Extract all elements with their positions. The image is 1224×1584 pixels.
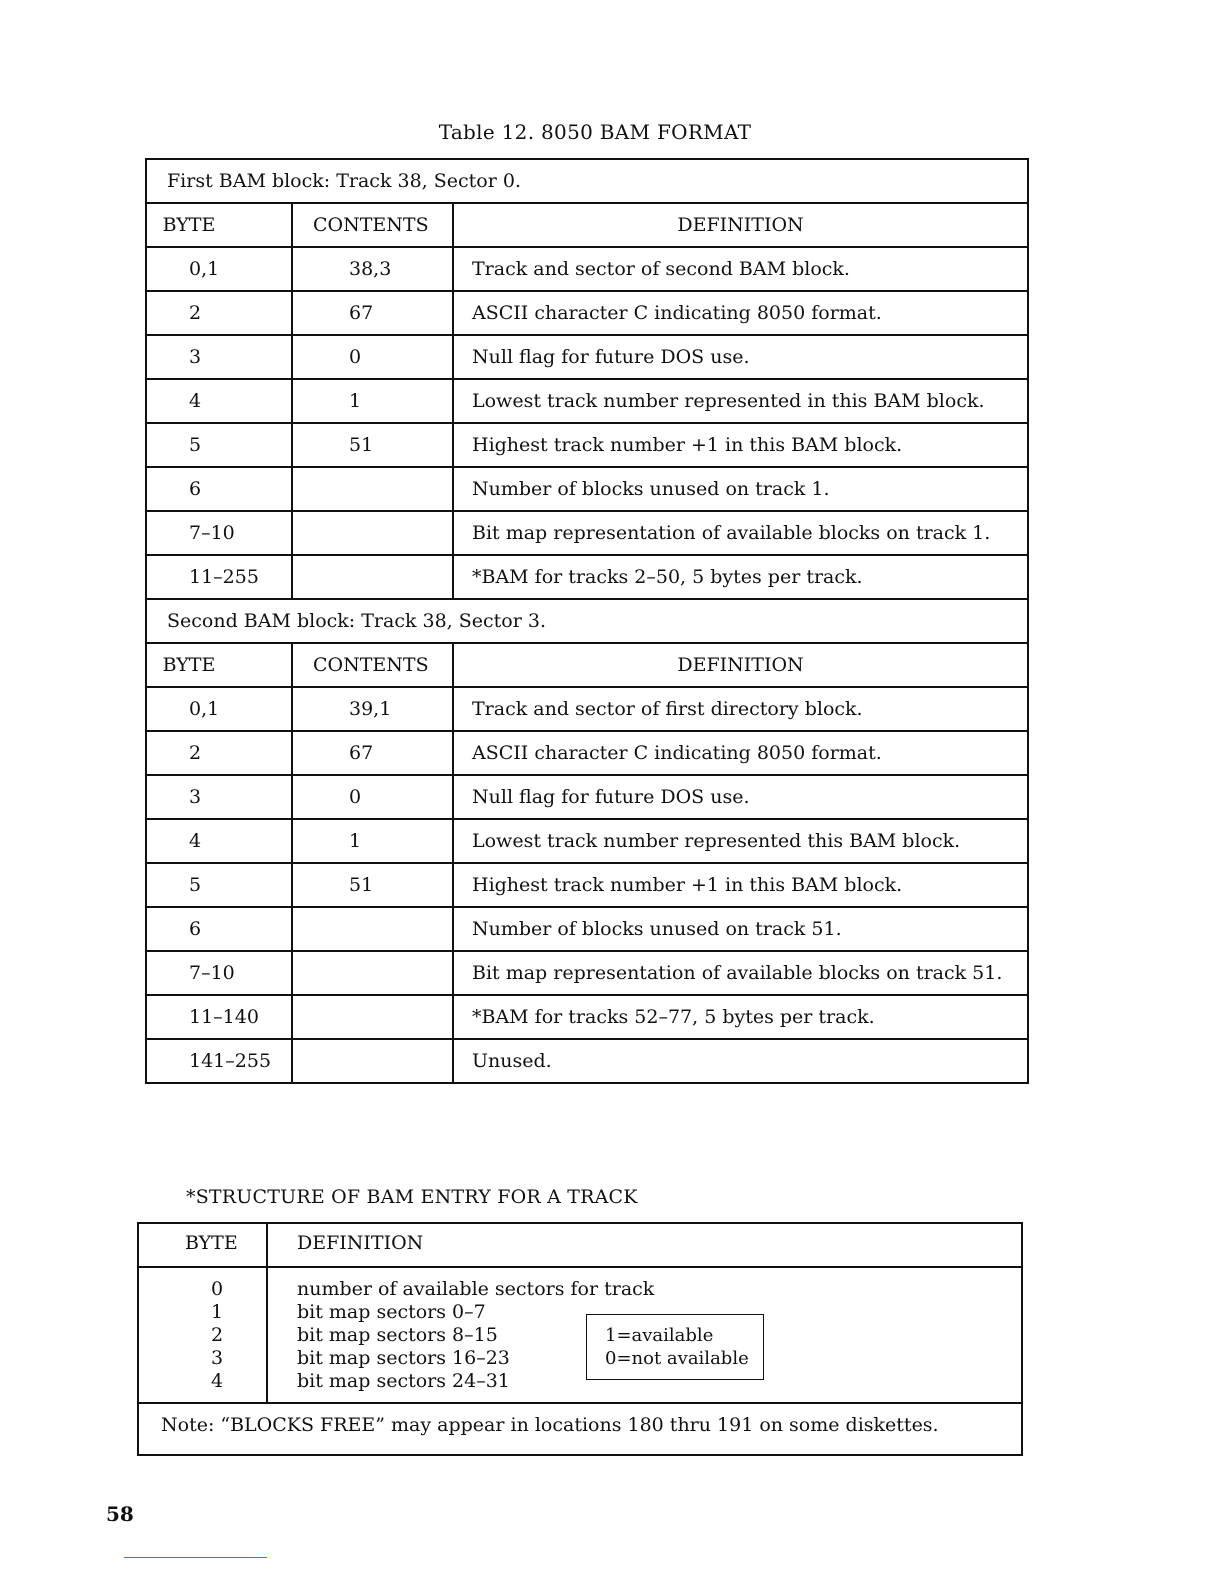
note-divider bbox=[139, 1402, 1021, 1404]
definition-cell: ASCII character C indicating 8050 format. bbox=[453, 731, 1028, 775]
contents-cell: 51 bbox=[292, 423, 453, 467]
header-definition: DEFINITION bbox=[453, 203, 1028, 247]
contents-cell bbox=[292, 511, 453, 555]
definition-cell: Highest track number +1 in this BAM block. bbox=[453, 423, 1028, 467]
definition-cell: Highest track number +1 in this BAM block. bbox=[453, 863, 1028, 907]
legend-available: 1=available bbox=[605, 1325, 714, 1346]
contents-cell bbox=[292, 555, 453, 599]
structure-row bbox=[139, 1301, 1021, 1324]
byte-cell: 0,1 bbox=[146, 687, 292, 731]
byte-cell: 7–10 bbox=[146, 951, 292, 995]
byte-cell: 0,1 bbox=[146, 247, 292, 291]
byte-cell: 4 bbox=[146, 819, 292, 863]
definition-cell: Null flag for future DOS use. bbox=[453, 335, 1028, 379]
header-definition: DEFINITION bbox=[453, 643, 1028, 687]
blocks-free-note: Note: “BLOCKS FREE” may appear in locations 180 thru 191 on some diskettes. bbox=[161, 1414, 939, 1436]
structure-byte: 1 bbox=[211, 1301, 224, 1323]
definition-cell: Lowest track number represented this BAM block. bbox=[453, 819, 1028, 863]
byte-cell: 141–255 bbox=[146, 1039, 292, 1083]
table-row bbox=[146, 335, 1028, 379]
contents-cell: 39,1 bbox=[292, 687, 453, 731]
bit-legend bbox=[586, 1314, 764, 1380]
table-row bbox=[146, 775, 1028, 819]
table-row bbox=[146, 1039, 1028, 1083]
definition-cell: Bit map representation of available blocks on track 1. bbox=[453, 511, 1028, 555]
section-label: First BAM block: Track 38, Sector 0. bbox=[146, 159, 1028, 203]
definition-cell: *BAM for tracks 52–77, 5 bytes per track. bbox=[453, 995, 1028, 1039]
byte-cell: 4 bbox=[146, 379, 292, 423]
byte-cell: 2 bbox=[146, 291, 292, 335]
byte-cell: 5 bbox=[146, 423, 292, 467]
contents-cell: 51 bbox=[292, 863, 453, 907]
definition-cell: Bit map representation of available blocks on track 51. bbox=[453, 951, 1028, 995]
definition-cell: Track and sector of second BAM block. bbox=[453, 247, 1028, 291]
table-row bbox=[146, 951, 1028, 995]
definition-cell: *BAM for tracks 2–50, 5 bytes per track. bbox=[453, 555, 1028, 599]
header-divider bbox=[139, 1266, 1021, 1268]
table-row bbox=[146, 555, 1028, 599]
structure-definition: bit map sectors 0–7 bbox=[297, 1301, 486, 1323]
byte-cell: 3 bbox=[146, 335, 292, 379]
byte-cell: 2 bbox=[146, 731, 292, 775]
structure-title: *STRUCTURE OF BAM ENTRY FOR A TRACK bbox=[186, 1186, 638, 1208]
table-row bbox=[146, 995, 1028, 1039]
section-label: Second BAM block: Track 38, Sector 3. bbox=[146, 599, 1028, 643]
structure-byte: 0 bbox=[211, 1278, 224, 1300]
contents-cell bbox=[292, 467, 453, 511]
structure-row bbox=[139, 1278, 1021, 1301]
contents-cell: 0 bbox=[292, 775, 453, 819]
byte-cell: 6 bbox=[146, 467, 292, 511]
definition-cell: Null flag for future DOS use. bbox=[453, 775, 1028, 819]
byte-cell: 5 bbox=[146, 863, 292, 907]
table-row bbox=[146, 467, 1028, 511]
bam-entry-structure-table bbox=[137, 1222, 1023, 1456]
structure-rows bbox=[139, 1278, 1021, 1393]
header-byte: BYTE bbox=[146, 643, 292, 687]
contents-cell: 0 bbox=[292, 335, 453, 379]
definition-cell: Track and sector of first directory block. bbox=[453, 687, 1028, 731]
definition-cell: Lowest track number represented in this BAM block. bbox=[453, 379, 1028, 423]
table-row bbox=[146, 863, 1028, 907]
structure-row bbox=[139, 1347, 1021, 1370]
byte-cell: 6 bbox=[146, 907, 292, 951]
table-title: Table 12. 8050 BAM FORMAT bbox=[438, 120, 752, 144]
structure-definition: bit map sectors 24–31 bbox=[297, 1370, 510, 1392]
contents-cell bbox=[292, 951, 453, 995]
footer-rule bbox=[124, 1557, 267, 1558]
contents-cell bbox=[292, 1039, 453, 1083]
definition-cell: Number of blocks unused on track 51. bbox=[453, 907, 1028, 951]
definition-cell: ASCII character C indicating 8050 format. bbox=[453, 291, 1028, 335]
bam-format-table bbox=[145, 158, 1029, 1084]
section-row bbox=[146, 159, 1028, 203]
byte-cell: 7–10 bbox=[146, 511, 292, 555]
table-row bbox=[146, 379, 1028, 423]
table-row bbox=[146, 819, 1028, 863]
table-row bbox=[146, 687, 1028, 731]
structure-row bbox=[139, 1324, 1021, 1347]
byte-cell: 11–140 bbox=[146, 995, 292, 1039]
contents-cell: 67 bbox=[292, 731, 453, 775]
contents-cell bbox=[292, 907, 453, 951]
legend-not-available: 0=not available bbox=[605, 1348, 749, 1369]
page-number: 58 bbox=[106, 1502, 134, 1526]
header-byte: BYTE bbox=[146, 203, 292, 247]
contents-cell: 38,3 bbox=[292, 247, 453, 291]
contents-cell: 1 bbox=[292, 379, 453, 423]
table-row bbox=[146, 247, 1028, 291]
contents-cell: 67 bbox=[292, 291, 453, 335]
structure-byte: 3 bbox=[211, 1347, 224, 1369]
contents-cell: 1 bbox=[292, 819, 453, 863]
definition-cell: Number of blocks unused on track 1. bbox=[453, 467, 1028, 511]
structure-definition: bit map sectors 16–23 bbox=[297, 1347, 510, 1369]
structure-byte: 4 bbox=[211, 1370, 224, 1392]
table-row bbox=[146, 511, 1028, 555]
contents-cell bbox=[292, 995, 453, 1039]
header-contents: CONTENTS bbox=[292, 643, 453, 687]
header-contents: CONTENTS bbox=[292, 203, 453, 247]
table-row bbox=[146, 731, 1028, 775]
structure-byte: 2 bbox=[211, 1324, 224, 1346]
structure-definition: number of available sectors for track bbox=[297, 1278, 655, 1300]
header-row bbox=[146, 203, 1028, 247]
structure-row bbox=[139, 1370, 1021, 1393]
byte-cell: 3 bbox=[146, 775, 292, 819]
section-row bbox=[146, 599, 1028, 643]
structure-header-definition: DEFINITION bbox=[297, 1232, 424, 1254]
definition-cell: Unused. bbox=[453, 1039, 1028, 1083]
structure-definition: bit map sectors 8–15 bbox=[297, 1324, 498, 1346]
structure-header-byte: BYTE bbox=[185, 1232, 238, 1254]
table-row bbox=[146, 423, 1028, 467]
table-row bbox=[146, 907, 1028, 951]
table-row bbox=[146, 291, 1028, 335]
byte-cell: 11–255 bbox=[146, 555, 292, 599]
header-row bbox=[146, 643, 1028, 687]
